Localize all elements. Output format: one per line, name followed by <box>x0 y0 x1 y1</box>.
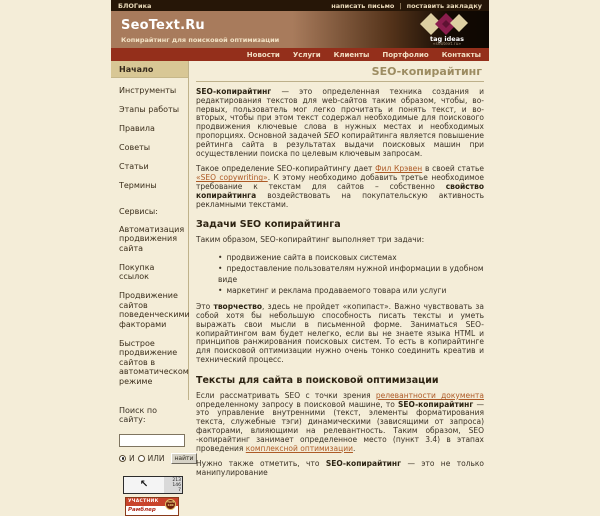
text-run: творчество <box>213 302 263 312</box>
counter-arrow-icon: ↖ <box>124 477 164 493</box>
main-nav <box>111 48 489 61</box>
sidebar-item[interactable]: Термины <box>119 181 157 190</box>
text-run: воздействовать на покупательскую активность рекламными текстами. <box>196 190 484 209</box>
logo <box>408 12 486 47</box>
sidebar <box>111 61 194 513</box>
site-search <box>111 396 194 464</box>
article-paragraph <box>196 392 484 454</box>
search-button[interactable]: найти <box>171 453 198 464</box>
text-run: Таким образом, SEO-копирайтинг выполняет три задачи: <box>196 235 425 245</box>
text-run: Нужно также отметить, что <box>196 459 326 469</box>
text-run: Такое определение SEO-копирайтингу дает <box>196 164 376 174</box>
text-run: Если рассматривать SEO с точки зрения <box>196 390 376 400</box>
sidebar-item[interactable]: Инструменты <box>119 86 177 95</box>
inline-link[interactable]: релевантности документа <box>375 390 484 400</box>
rambler-badge-top: УЧАСТНИК <box>126 498 178 506</box>
nav-item[interactable]: Клиенты <box>333 50 370 59</box>
top100-circle-icon: ТОП 100 <box>165 499 176 510</box>
list-item: • продвижение сайта в поисковых системах <box>218 252 484 263</box>
text-run: — это управление внутренними (текст, элементы форматирования текста, служебные тэги) динамическими (зависящими от запроса) факторами, влияющими на релевантность. Таким образом, SEO -копирайтинг занимает определенное место (пункт 3.4) в этапах проведения <box>196 399 484 453</box>
page-title: SEO-копирайтинг <box>196 63 484 82</box>
text-run: — это не только манипулирование <box>196 459 485 478</box>
tag-ideas-logo-icon <box>408 12 486 36</box>
sidebar-service-link[interactable]: Быстрое продвижение сайтов в автоматическом режиме <box>119 338 189 386</box>
article-paragraph <box>196 88 484 158</box>
rambler-badge-bottom: Рамблер <box>128 506 156 513</box>
sidebar-badges <box>111 464 188 516</box>
article-paragraph <box>196 236 484 245</box>
nav-item[interactable]: Новости <box>246 50 280 59</box>
text-run: копирайтинга является повышение рейтинга сайта в результатах выдачи поисковых машин при осуществлении поиска по целевым ключевым запросам. <box>196 130 484 158</box>
nav-item[interactable]: Портфолио <box>382 50 429 59</box>
inline-link[interactable]: Фил Крэвен <box>375 164 423 174</box>
nav-item[interactable]: Услуги <box>292 50 321 59</box>
site-tagline: Копирайтинг для поисковой оптимизации <box>121 36 280 44</box>
hit-counter-badge[interactable] <box>123 476 183 494</box>
article-paragraph <box>196 303 484 365</box>
sidebar-item[interactable]: Советы <box>119 143 151 152</box>
bookmark-link[interactable]: поставить закладку <box>406 1 482 10</box>
text-run: . <box>352 443 356 453</box>
sidebar-item[interactable]: Правила <box>119 124 155 133</box>
sidebar-menu <box>111 78 188 386</box>
text-run: SEO-копирайтинг <box>325 459 402 469</box>
topbar-separator: | <box>399 1 402 10</box>
text-run: SEO-копирайтинг <box>196 87 272 96</box>
services-label: Сервисы: <box>119 206 158 216</box>
sidebar-service-link[interactable]: Покупка ссылок <box>119 262 155 281</box>
text-run: свойство копирайтинга <box>196 181 484 200</box>
inline-link[interactable]: комплексной оптимизации <box>245 443 353 453</box>
top-bar <box>111 0 489 11</box>
sidebar-item[interactable]: Статьи <box>119 162 149 171</box>
text-run: определенному запросу в поисковой машине, то <box>196 399 399 409</box>
article-list <box>218 252 484 296</box>
radio-or[interactable] <box>138 455 145 462</box>
text-run: SEO <box>323 130 340 140</box>
blog-link[interactable]: БЛОГика <box>118 1 152 10</box>
logo-domain: «seotext.ru» <box>432 42 462 47</box>
text-run: . К этому необходимо добавить третье необходимое требование к текстам для сайтов – собственно <box>196 173 484 191</box>
text-run: Это <box>196 302 214 312</box>
search-input[interactable] <box>119 434 185 447</box>
list-item: • маркетинг и реклама продаваемого товара или услуги <box>218 285 484 296</box>
write-letter-link[interactable]: написать письмо <box>331 1 395 10</box>
article-paragraph <box>196 165 484 209</box>
site-title[interactable]: SeoText.Ru <box>121 18 205 33</box>
sidebar-item-home[interactable]: Начало <box>111 61 188 78</box>
radio-and-label: И <box>129 453 135 463</box>
text-run: , здесь не пройдет «копипаст». Важно чувствовать за собой хотя бы небольшую способность писать тексты и уметь выражать свои мысли в письменной форме. Заниматься SEO-копирайтингом вам будет нелегко, если вы не знаете языка HTML и принципов ранжирования поисковых систем. То есть в копирайтинге для поисковой оптимизации нужно очень тонко соединить креатив и технический процесс. <box>196 302 484 364</box>
text-run: SEO-копирайтинг <box>398 399 474 409</box>
article-heading: Задачи SEO копирайтинга <box>196 219 341 231</box>
sidebar-item[interactable]: Этапы работы <box>119 105 180 114</box>
counter-numbers: 213 146 7 <box>164 477 182 493</box>
article-paragraph <box>196 460 484 478</box>
inline-link[interactable]: «SEO copywriting» <box>196 173 268 183</box>
sidebar-service-link[interactable]: Продвижение сайтов поведенческими факторами <box>119 291 190 329</box>
sidebar-service-link[interactable]: Автоматизация продвижения сайта <box>119 224 185 253</box>
rambler-top100-badge[interactable] <box>125 497 179 516</box>
search-label: Поиск по сайту: <box>119 405 158 424</box>
page-wrapper <box>111 0 489 513</box>
site-header <box>111 11 489 48</box>
article-heading: Тексты для сайта в поисковой оптимизации <box>196 374 439 386</box>
content <box>189 61 489 478</box>
radio-and[interactable] <box>119 455 126 462</box>
text-run: — это определенная техника создания и редактирования текстов для web-сайтов таким образом, чтобы, во-первых, пользователь мог легко прочитать и понять текст, и во-вторых, чтобы при этом текст содержал необходимые для поискового продвижения ключевые слова в нужных местах и необходимых пропорциях. Основной задачей <box>196 87 484 140</box>
nav-item[interactable]: Контакты <box>441 50 481 59</box>
text-run: в своей статье <box>422 164 484 174</box>
article <box>196 88 484 478</box>
list-item: • предоставление пользователям нужной информации в удобном виде <box>218 263 484 285</box>
logo-name: tag ideas <box>430 35 464 43</box>
body-columns <box>111 61 489 513</box>
radio-or-label: ИЛИ <box>147 453 165 463</box>
